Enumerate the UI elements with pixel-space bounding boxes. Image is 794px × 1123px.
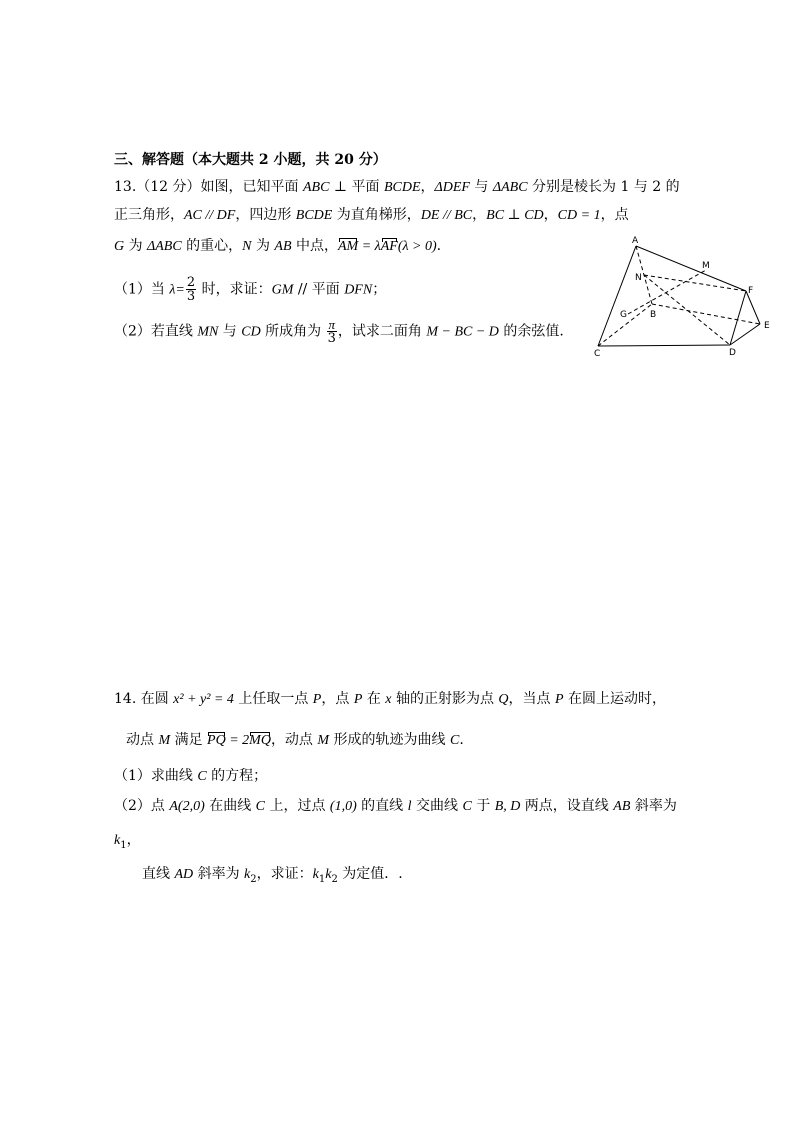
edge-ed (730, 324, 760, 345)
point-n-label: N (635, 273, 642, 283)
part-label: （2）点 (114, 798, 170, 814)
q13-part-2 (114, 318, 564, 345)
q14-text: 上任取一点 (233, 691, 313, 707)
q14-text: 斜率为 (630, 798, 677, 814)
q14-math: B, D (494, 799, 521, 814)
q14-text: 在圆 (136, 691, 174, 707)
q14-text: 轴的正射影为点 (391, 691, 499, 707)
q14-part-1 (114, 766, 267, 787)
q13-text: 平面 (351, 179, 384, 195)
subscript: 2 (250, 873, 257, 885)
q13-line-2 (114, 205, 629, 226)
q14-text: 在圆上运动时， (563, 691, 666, 707)
fraction-pi-thirds (327, 318, 337, 345)
q14-part-2-line-3 (142, 864, 403, 890)
q13-text: 与 (469, 179, 493, 195)
solid-edges (598, 246, 760, 346)
edge-fd (730, 291, 746, 345)
circle-equation: x² + y² = 4 (173, 692, 234, 707)
q13-text: ， (543, 207, 558, 223)
point-g-label: G (620, 310, 627, 320)
q13-text: 为 (124, 238, 148, 254)
edge-cd (598, 345, 730, 346)
q13-points: （12 分） (136, 179, 201, 195)
q14-math: k (312, 867, 319, 882)
q14-text: 在曲线 (204, 798, 256, 814)
q14-text: 在 (362, 691, 386, 707)
edge-af (636, 246, 746, 291)
vertex-b-label: B (650, 310, 657, 320)
vector-mq: MQ (249, 731, 271, 751)
q13-text: ， (472, 207, 487, 223)
vector-af: AF (381, 237, 398, 257)
q14-math: Q (498, 692, 509, 707)
q13-math: CD = 1 (557, 208, 601, 223)
q13-math: ⊥ (329, 179, 352, 195)
q14-text: . (459, 732, 464, 748)
q14-math: M (158, 733, 171, 748)
q13-math: N (242, 239, 252, 254)
q13-math: M − BC − D (426, 324, 499, 340)
q13-text: 如图，已知平面 (200, 179, 303, 195)
q13-math: BC ⊥ CD (486, 208, 544, 223)
q14-text: 斜率为 (193, 866, 245, 882)
q14-math: P (554, 692, 564, 707)
q13-text: 为直角梯形， (332, 207, 421, 223)
q14-text: 为定值．. (337, 866, 403, 882)
q13-number: 13. (114, 179, 137, 195)
q13-text: ，试求二面角 (337, 323, 427, 340)
q13-math: λ= (169, 282, 185, 298)
vertex-f-label: F (748, 286, 754, 296)
q14-text: 形成的轨迹为曲线 (329, 732, 450, 748)
q14-math: (1,0) (329, 799, 357, 814)
q13-math: ΔABC (492, 180, 528, 195)
edge-nf (644, 275, 746, 291)
q13-text: ，点 (600, 207, 629, 223)
part-label: （2）若直线 (114, 323, 198, 340)
q13-text: 与 (218, 323, 242, 340)
vector-pq: PQ (207, 731, 226, 751)
q13-line-1 (114, 177, 680, 198)
q14-math: l (407, 799, 412, 814)
q13-math: ABC (302, 180, 330, 195)
q13-math: CD (241, 324, 261, 340)
vertex-a-label: A (632, 236, 639, 246)
q13-text: ，四边形 (235, 207, 296, 223)
point-m-label: M (702, 261, 710, 271)
q14-text: ，动点 (270, 732, 318, 748)
q14-math: = 2 (225, 733, 250, 748)
q14-math: k (114, 833, 121, 848)
q13-part-1 (114, 276, 386, 303)
geometry-figure (588, 234, 778, 366)
q13-text: ， (420, 179, 435, 195)
q13-text: 分别是棱长为 1 与 2 的 (527, 179, 680, 195)
fraction-numerator: 2 (186, 275, 196, 290)
q13-math: AC // DF (184, 208, 236, 223)
q14-math: C (449, 733, 460, 748)
fraction-numerator: π (328, 317, 336, 332)
q14-text: 上，过点 (265, 798, 330, 814)
q14-math: k (244, 867, 251, 882)
q14-part-2 (114, 796, 677, 817)
q13-text: 的余弦值. (498, 323, 564, 340)
q14-math: C (462, 799, 472, 814)
q13-text: // 平面 (293, 281, 345, 298)
q14-math: A(2,0) (169, 799, 205, 814)
q13-text: 为 (251, 238, 275, 254)
q14-text: 交曲线 (411, 798, 463, 814)
q14-text: 的方程； (206, 768, 268, 784)
q14-text: 动点 (126, 732, 159, 748)
q13-math: (λ > 0) (397, 239, 437, 254)
edge-be (652, 304, 760, 324)
q13-text: . (436, 238, 442, 254)
q14-text: 满足 (170, 732, 208, 748)
subscript: 1 (120, 839, 127, 851)
q13-math: BCDE (383, 180, 421, 195)
vertex-e-label: E (764, 321, 770, 331)
q13-math: GM (271, 282, 294, 298)
q14-math: x (385, 692, 392, 707)
fraction-denominator: 3 (327, 331, 336, 346)
q14-text: ，当点 (508, 691, 555, 707)
q14-math: P (353, 692, 363, 707)
q13-text: 时，求证： (197, 281, 272, 298)
q14-line-2 (126, 730, 464, 751)
q13-math: G (114, 239, 125, 254)
q13-math: DE // BC (420, 208, 473, 223)
q14-math: C (255, 799, 265, 814)
q14-text: ， (126, 832, 141, 848)
q14-line-1 (114, 689, 666, 710)
q13-line-3 (114, 236, 441, 257)
fraction-denominator: 3 (186, 289, 196, 304)
q13-math: ΔDEF (434, 180, 470, 195)
subscript: 1 (318, 873, 326, 885)
q14-math: M (317, 733, 330, 748)
q13-math: BCDE (295, 208, 333, 223)
q13-math: MN (197, 324, 219, 340)
part-label: （1）求曲线 (114, 768, 198, 784)
vertex-c-label: C (594, 349, 601, 359)
vector-am: AM (338, 237, 358, 257)
q14-math: AB (613, 799, 631, 814)
q14-number: 14. (114, 691, 137, 707)
q14-math: AD (174, 867, 194, 882)
q14-part-2-cont (114, 830, 141, 856)
q14-text: ，求证： (256, 866, 313, 882)
q14-math: P (312, 692, 322, 707)
subscript: 2 (331, 873, 338, 885)
q13-text: 中点， (291, 238, 338, 254)
q13-math: AB (274, 239, 292, 254)
q14-text: 两点，设直线 (520, 798, 614, 814)
q14-text: 的直线 (356, 798, 408, 814)
q13-text: 的重心， (181, 238, 243, 254)
fraction-two-thirds (186, 276, 196, 303)
vertex-d-label: D (729, 348, 736, 358)
q14-text: ，点 (321, 691, 354, 707)
q13-text: 正三角形， (114, 207, 184, 223)
q14-math: k (325, 867, 332, 882)
q14-text: 直线 (142, 866, 175, 882)
q13-math: = λ (358, 239, 381, 254)
q13-text: 所成角为 (260, 323, 326, 340)
q14-text: 于 (471, 798, 495, 814)
part-label: （1）当 (114, 281, 170, 298)
q13-math: ΔABC (147, 239, 182, 254)
q13-text: ； (372, 281, 387, 298)
q14-math: C (197, 769, 207, 784)
hidden-edges (598, 246, 760, 346)
q13-math: DFN (344, 282, 373, 298)
section-heading: 三、解答题（本大题共 2 小题，共 20 分） (114, 152, 387, 168)
